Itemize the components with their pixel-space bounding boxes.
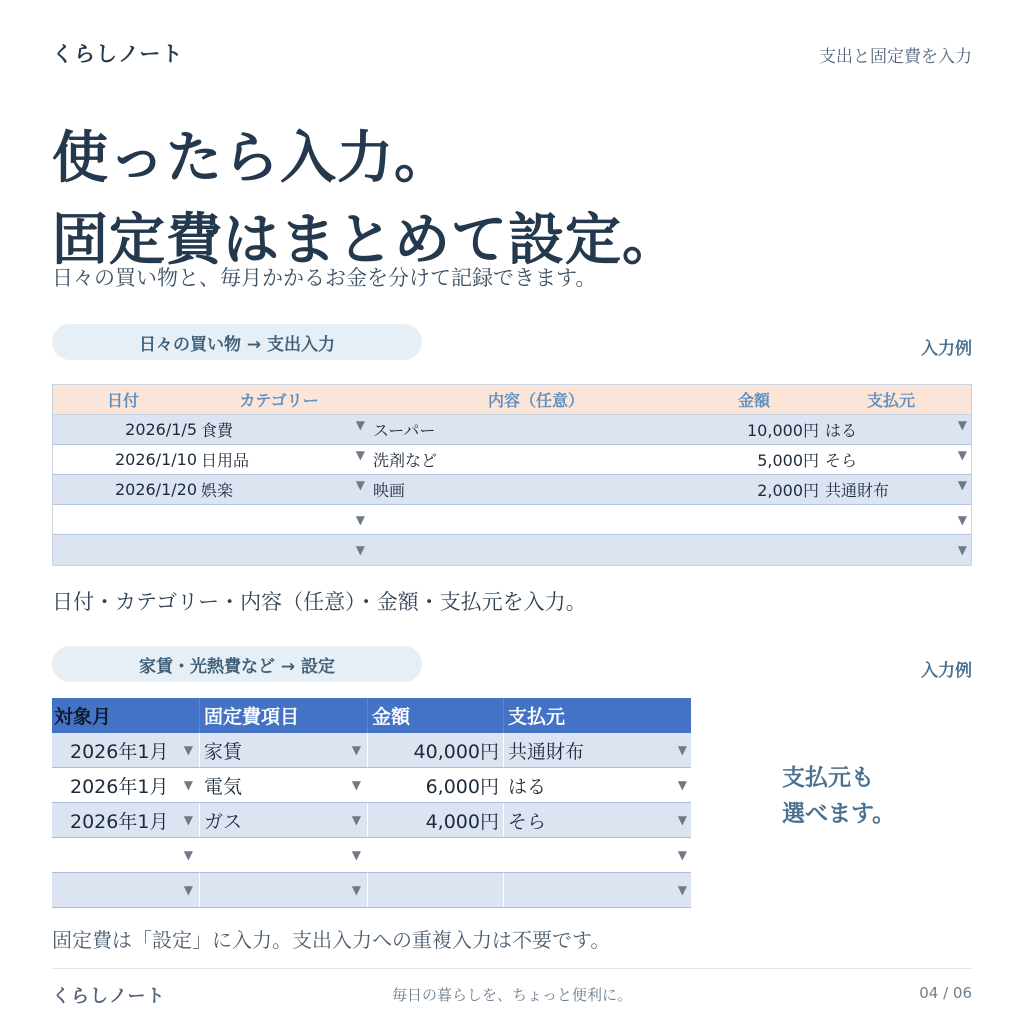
payer-value: そら	[508, 810, 547, 833]
category-select[interactable]	[201, 543, 369, 557]
header-amount: 金額	[737, 391, 770, 410]
header-category: カテゴリー	[239, 391, 319, 410]
chevron-down-icon[interactable]: ▼	[351, 848, 361, 862]
month-value: 2026年1月	[70, 810, 169, 833]
chevron-down-icon[interactable]: ▼	[957, 543, 967, 557]
fixed-note: 固定費は「設定」に入力。支出入力への重複入力は不要です。	[52, 928, 611, 952]
page-indicator: 04 / 06	[919, 984, 972, 1002]
month-select[interactable]	[52, 768, 200, 802]
side-note-line-1: 支払元も	[782, 765, 874, 791]
headline-line-1: 使ったら入力。	[52, 126, 451, 191]
table-row	[53, 505, 971, 535]
fixed-cost-table	[52, 698, 691, 908]
item-select[interactable]	[200, 733, 368, 767]
category-select[interactable]	[201, 513, 369, 527]
footer-divider	[52, 968, 972, 969]
fixed-table-header	[52, 698, 691, 733]
item-value: 電気	[204, 775, 243, 798]
category-select[interactable]	[201, 418, 369, 441]
chevron-down-icon[interactable]: ▼	[183, 848, 193, 862]
month-value: 2026年1月	[70, 740, 169, 763]
hero-subline: 日々の買い物と、毎月かかるお金を分けて記録できます。	[52, 266, 597, 290]
table-row	[53, 535, 971, 565]
expense-table-header	[53, 385, 971, 415]
table-row	[52, 803, 691, 838]
month-select[interactable]	[52, 803, 200, 837]
payer-select[interactable]	[821, 513, 971, 527]
item-select[interactable]	[200, 768, 368, 802]
chevron-down-icon[interactable]: ▼	[183, 778, 193, 792]
payer-value: 共通財布	[825, 481, 890, 500]
item-select[interactable]	[200, 803, 368, 837]
payer-select[interactable]	[504, 768, 691, 802]
payer-value: はる	[825, 421, 858, 440]
memo-cell[interactable]: スーパー	[373, 421, 436, 440]
date-cell[interactable]: 2026/1/5	[125, 420, 197, 439]
category-value: 娯楽	[201, 481, 234, 500]
memo-cell[interactable]: 映画	[373, 481, 406, 500]
expense-pill: 日々の買い物 → 支出入力	[52, 324, 422, 360]
expense-example-label: 入力例	[921, 339, 972, 359]
chevron-down-icon[interactable]: ▼	[677, 778, 687, 792]
expense-table	[52, 384, 972, 566]
header-memo: 内容（任意）	[487, 391, 584, 410]
chevron-down-icon[interactable]: ▼	[183, 813, 193, 827]
chevron-down-icon[interactable]: ▼	[355, 448, 365, 462]
chevron-down-icon[interactable]: ▼	[677, 883, 687, 897]
chevron-down-icon[interactable]: ▼	[957, 448, 967, 462]
amount-cell[interactable]: 4,000円	[368, 803, 504, 837]
table-row	[52, 768, 691, 803]
header-amount: 金額	[368, 698, 504, 733]
category-select[interactable]	[201, 448, 369, 471]
table-row	[52, 838, 691, 873]
side-note-line-2: 選べます。	[782, 801, 896, 827]
table-row	[53, 415, 971, 445]
chevron-down-icon[interactable]: ▼	[351, 743, 361, 757]
chevron-down-icon[interactable]: ▼	[351, 813, 361, 827]
header-payer: 支払元	[866, 391, 915, 410]
headline-line-2: 固定費はまとめて設定。	[52, 208, 679, 273]
payer-value: そら	[825, 451, 858, 470]
chevron-down-icon[interactable]: ▼	[355, 543, 365, 557]
date-cell[interactable]: 2026/1/10	[114, 450, 197, 469]
month-select[interactable]	[52, 873, 200, 907]
payer-select[interactable]	[821, 478, 971, 501]
footer-brand: くらしノート	[52, 986, 166, 1007]
payer-select[interactable]	[821, 448, 971, 471]
chevron-down-icon[interactable]: ▼	[355, 512, 365, 527]
month-select[interactable]	[52, 838, 200, 872]
chevron-down-icon[interactable]: ▼	[355, 478, 365, 492]
memo-cell[interactable]: 洗剤など	[373, 451, 438, 470]
table-row	[52, 873, 691, 908]
chevron-down-icon[interactable]: ▼	[677, 743, 687, 757]
item-select[interactable]	[200, 838, 368, 872]
section-link[interactable]: 支出と固定費を入力	[819, 47, 972, 67]
chevron-down-icon[interactable]: ▼	[677, 813, 687, 827]
category-select[interactable]	[201, 478, 369, 501]
item-select[interactable]	[200, 873, 368, 907]
month-select[interactable]	[52, 733, 200, 767]
header-payer: 支払元	[508, 706, 566, 728]
payer-select[interactable]	[821, 543, 971, 557]
date-cell[interactable]: 2026/1/20	[114, 480, 197, 499]
table-row	[52, 733, 691, 768]
payer-select[interactable]	[504, 733, 691, 767]
expense-note: 日付・カテゴリー・内容（任意）・金額・支払元を入力。	[52, 590, 587, 614]
table-row	[53, 475, 971, 505]
header-month: 対象月	[52, 698, 200, 733]
payer-select[interactable]	[504, 873, 691, 907]
amount-cell[interactable]: 6,000円	[368, 768, 504, 802]
header-date: 日付	[106, 391, 139, 410]
chevron-down-icon[interactable]: ▼	[183, 883, 193, 897]
brand-logo: くらしノート	[52, 42, 184, 66]
payer-select[interactable]	[504, 838, 691, 872]
fixed-pill: 家賃・光熱費など → 設定	[52, 646, 422, 682]
payer-select[interactable]	[504, 803, 691, 837]
chevron-down-icon[interactable]: ▼	[351, 778, 361, 792]
category-value: 日用品	[201, 451, 250, 470]
fixed-example-label: 入力例	[921, 661, 972, 681]
chevron-down-icon[interactable]: ▼	[183, 743, 193, 757]
amount-cell[interactable]	[368, 838, 504, 872]
header-item: 固定費項目	[200, 698, 368, 733]
chevron-down-icon[interactable]: ▼	[957, 512, 967, 527]
chevron-down-icon[interactable]: ▼	[957, 478, 967, 492]
payer-value: はる	[508, 775, 547, 798]
item-value: ガス	[204, 810, 243, 833]
chevron-down-icon[interactable]: ▼	[957, 418, 967, 432]
amount-cell[interactable]: 10,000円	[747, 421, 819, 440]
payer-value: 共通財布	[508, 740, 585, 763]
chevron-down-icon[interactable]: ▼	[351, 883, 361, 897]
side-note	[782, 760, 895, 832]
chevron-down-icon[interactable]: ▼	[355, 418, 365, 432]
month-value: 2026年1月	[70, 775, 169, 798]
footer-tagline: 毎日の暮らしを、ちょっと便利に。	[391, 986, 632, 1004]
amount-cell[interactable]: 5,000円	[757, 451, 819, 470]
table-row	[53, 445, 971, 475]
category-value: 食費	[201, 421, 234, 440]
amount-cell[interactable]	[368, 873, 504, 907]
amount-cell[interactable]: 2,000円	[757, 481, 819, 500]
amount-cell[interactable]: 40,000円	[368, 733, 504, 767]
chevron-down-icon[interactable]: ▼	[677, 848, 687, 862]
payer-select[interactable]	[821, 418, 971, 441]
hero-headline	[52, 118, 679, 282]
item-value: 家賃	[204, 740, 243, 763]
